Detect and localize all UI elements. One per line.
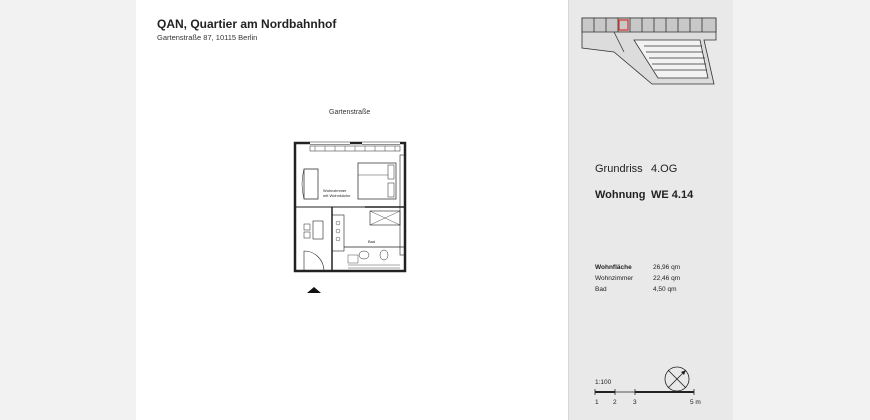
unit-label: Wohnung (595, 189, 646, 201)
toilet (380, 250, 388, 260)
floor-value: 4.OG (651, 163, 678, 175)
room-label-bath: Bad (368, 239, 376, 244)
scale-tick: 1 (595, 399, 599, 406)
entrance-arrow-icon (307, 287, 321, 293)
unit-value: WE 4.14 (651, 189, 694, 201)
area-table (595, 264, 715, 297)
area-value: 22,46 qm (653, 275, 681, 282)
area-value: 4,50 qm (653, 286, 677, 293)
area-row (595, 286, 715, 297)
unit-heading (595, 189, 693, 201)
left-gutter (0, 0, 136, 420)
area-row (595, 264, 715, 275)
area-name: Bad (595, 286, 607, 293)
right-gutter (733, 0, 870, 420)
area-name: Wohnzimmer (595, 275, 634, 282)
sink (359, 251, 369, 259)
sofa (304, 169, 318, 199)
scale-tick: 3 (633, 399, 637, 406)
bed (358, 163, 396, 199)
project-address: Gartenstraße 87, 10115 Berlin (157, 33, 258, 42)
scale-tick: 2 (613, 399, 617, 406)
room-label-living: Wohnzimmer (323, 188, 347, 193)
floor-heading (595, 163, 677, 175)
area-value: 26,96 qm (653, 264, 681, 271)
floor-label: Grundriss (595, 163, 643, 175)
entrance-door (304, 251, 324, 271)
area-row (595, 275, 715, 286)
room-label-living-2: mit Wohnküche (323, 193, 351, 198)
street-label: Gartenstraße (329, 109, 371, 116)
project-title: QAN, Quartier am Nordbahnhof (157, 17, 337, 31)
area-name: Wohnfläche (595, 264, 632, 271)
scale-bar (592, 388, 712, 410)
floor-plan (290, 135, 415, 295)
north-arrow-icon (662, 364, 692, 394)
scale-ratio: 1:100 (595, 379, 612, 386)
scale-tick: 5 m (690, 399, 701, 406)
key-plan (574, 12, 724, 92)
table (313, 221, 323, 239)
